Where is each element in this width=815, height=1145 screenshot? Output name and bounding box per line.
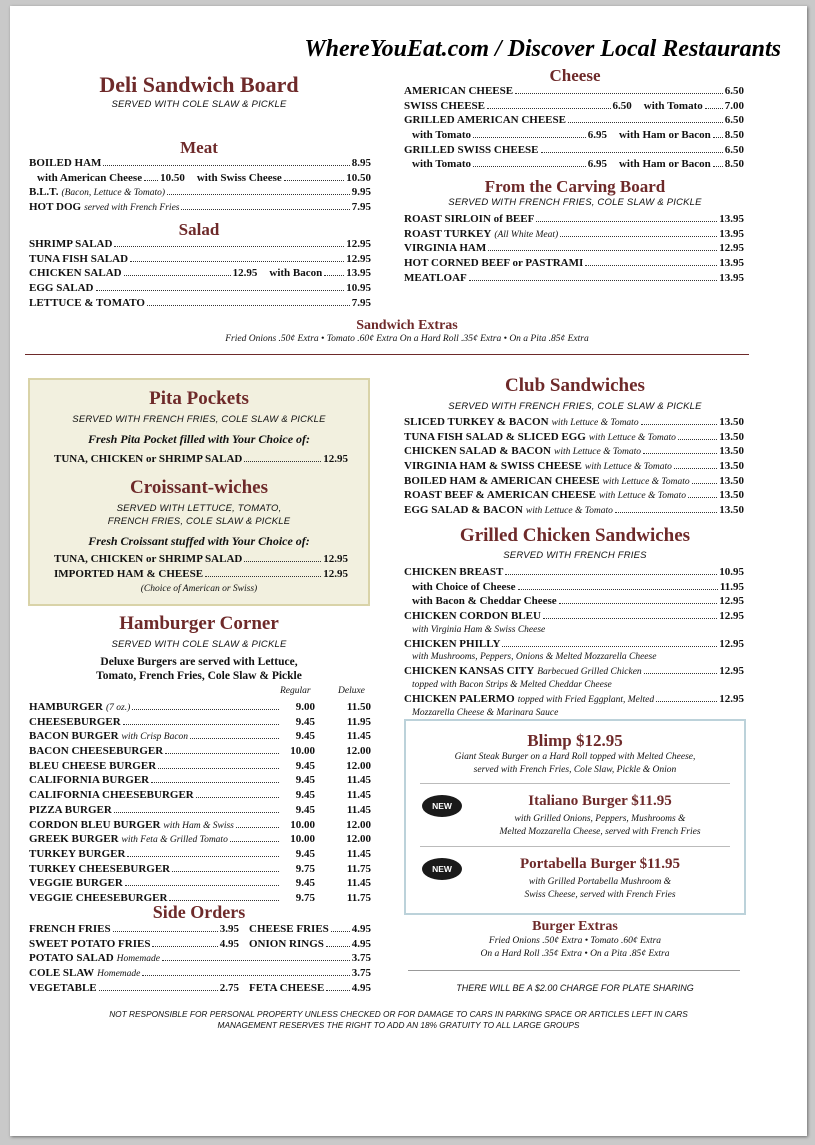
section-divider (25, 354, 749, 355)
list-item: VIRGINIA HAM 12.95 (404, 242, 744, 255)
croissant-subtitle-1: SERVED WITH LETTUCE, TOMATO, (116, 503, 282, 514)
sides-title: Side Orders (152, 902, 246, 922)
list-item: TURKEY BURGER 9.45 11.45 (29, 847, 371, 860)
pita-croissant-box (28, 378, 370, 606)
croissant-title: Croissant-wiches (130, 477, 268, 498)
list-item: with Choice of Cheese 11.95 (412, 580, 744, 593)
pita-subtitle: SERVED WITH FRENCH FRIES, COLE SLAW & PICKLE (72, 414, 326, 425)
list-item: COLE SLAW Homemade 3.75 (29, 967, 371, 980)
italiano-line-1: with Grilled Onions, Peppers, Mushrooms & (514, 814, 686, 824)
croissant-intro: Fresh Croissant stuffed with Your Choice of: (88, 534, 310, 548)
sandwich-extras-text: Fried Onions .50¢ Extra • Tomato .60¢ Extra On a Hard Roll .35¢ Extra • On a Pita .85¢ Extra (225, 334, 589, 344)
item-note: topped with Bacon Strips & Melted Cheddar Cheese (412, 680, 612, 691)
list-item: LETTUCE & TOMATO 7.95 (29, 296, 371, 309)
club-subtitle: SERVED WITH FRENCH FRIES, COLE SLAW & PICKLE (448, 401, 702, 412)
deli-subtitle: SERVED WITH COLE SLAW & PICKLE (111, 99, 287, 110)
pita-intro: Fresh Pita Pocket filled with Your Choice of: (87, 432, 311, 446)
list-item: with American Cheese 10.50 with Swiss Cheese 10.50 (37, 171, 371, 184)
pita-title: Pita Pockets (149, 388, 249, 409)
list-item: MEATLOAF 13.95 (404, 271, 744, 284)
hamburger-subtitle: SERVED WITH COLE SLAW & PICKLE (111, 639, 287, 650)
list-item: CALIFORNIA CHEESEBURGER 9.45 11.45 (29, 789, 371, 802)
specials-divider (420, 783, 730, 784)
list-item: EGG SALAD & BACON with Lettuce & Tomato 13.50 (404, 504, 744, 517)
list-item: with Bacon & Cheddar Cheese 12.95 (412, 595, 744, 608)
portabella-line-2: Swiss Cheese, served with French Fries (524, 890, 676, 900)
list-item: TUNA FISH SALAD & SLICED EGG with Lettuce & Tomato 13.50 (404, 430, 744, 443)
plate-sharing-note: THERE WILL BE A $2.00 CHARGE FOR PLATE SHARING (456, 983, 694, 993)
blimp-line-2: served with French Fries, Cole Slaw, Pickle & Onion (473, 765, 677, 775)
new-badge: NEW (422, 795, 462, 817)
hamburger-intro-1: Deluxe Burgers are served with Lettuce, (100, 656, 298, 668)
list-item: TUNA, CHICKEN or SHRIMP SALAD 12.95 (54, 453, 348, 465)
list-item: TUNA FISH SALAD 12.95 (29, 252, 371, 265)
burger-extras-title: Burger Extras (532, 919, 618, 934)
club-title: Club Sandwiches (505, 375, 645, 396)
meat-title: Meat (180, 138, 218, 157)
new-badge: NEW (422, 858, 462, 880)
list-item: CORDON BLEU BURGER with Ham & Swiss 10.00 12.00 (29, 818, 371, 831)
croissant-subtitle-2: FRENCH FRIES, COLE SLAW & PICKLE (107, 516, 291, 527)
italiano-title: Italiano Burger $11.95 (528, 793, 672, 809)
list-item: CHICKEN SALAD & BACON with Lettuce & Tomato 13.50 (404, 445, 744, 458)
croissant-list (54, 553, 348, 582)
list-item: SWEET POTATO FRIES 4.95 ONION RINGS 4.95 (29, 937, 371, 950)
specials-box (404, 719, 746, 915)
specials-divider (420, 846, 730, 847)
menu-page (10, 6, 807, 1136)
club-list (404, 416, 744, 519)
plate-divider (408, 970, 740, 971)
burger-extras-line-2: On a Hard Roll .35¢ Extra • On a Pita .85¢ Extra (480, 949, 670, 959)
list-item: VEGGIE BURGER 9.45 11.45 (29, 877, 371, 890)
list-item: CHICKEN SALAD 12.95 with Bacon 13.95 (29, 267, 371, 280)
portabella-line-1: with Grilled Portabella Mushroom & (528, 877, 672, 887)
list-item: SLICED TURKEY & BACON with Lettuce & Tomato 13.50 (404, 416, 744, 428)
footer-line-1: NOT RESPONSIBLE FOR PERSONAL PROPERTY UNLESS CHECKED OR FOR DAMAGE TO CARS IN PARKING SPACE OR ARTICLES LEFT IN CARS (109, 1009, 688, 1019)
list-item: BACON CHEESEBURGER 10.00 12.00 (29, 745, 371, 758)
portabella-title: Portabella Burger $11.95 (519, 856, 681, 872)
list-item: BLEU CHEESE BURGER 9.45 12.00 (29, 759, 371, 772)
list-item: FRENCH FRIES 3.95 CHEESE FRIES 4.95 (29, 923, 371, 935)
list-item: SWISS CHEESE 6.50 with Tomato 7.00 (404, 99, 744, 112)
list-item: CHICKEN CORDON BLEU 12.95 (404, 610, 744, 623)
list-item: POTATO SALAD Homemade 3.75 (29, 952, 371, 965)
cheese-list (404, 85, 744, 173)
list-item: SHRIMP SALAD 12.95 (29, 238, 371, 250)
list-item: GRILLED AMERICAN CHEESE 6.50 (404, 114, 744, 127)
carving-subtitle: SERVED WITH FRENCH FRIES, COLE SLAW & PICKLE (448, 197, 702, 208)
grilled-list (404, 566, 744, 721)
list-item: GREEK BURGER with Feta & Grilled Tomato 10.00 12.00 (29, 833, 371, 846)
list-item: CHICKEN BREAST 10.95 (404, 566, 744, 578)
list-item: ROAST SIRLOIN of BEEF 13.95 (404, 213, 744, 225)
list-item: CHICKEN KANSAS CITY Barbecued Grilled Chicken 12.95 (404, 665, 744, 678)
footer-line-2: MANAGEMENT RESERVES THE RIGHT TO ADD AN 18% GRATUITY TO ALL LARGE GROUPS (217, 1020, 580, 1030)
list-item: CHEESEBURGER 9.45 11.95 (29, 715, 371, 728)
list-item: CALIFORNIA BURGER 9.45 11.45 (29, 774, 371, 787)
list-item: TUNA, CHICKEN or SHRIMP SALAD 12.95 (54, 553, 348, 565)
list-item: ROAST BEEF & AMERICAN CHEESE with Lettuce & Tomato 13.50 (404, 489, 744, 502)
item-note: with Virginia Ham & Swiss Cheese (412, 624, 546, 635)
hamburger-intro-2: Tomato, French Fries, Cole Slaw & Pickle (96, 670, 302, 682)
col-regular: Regular (280, 686, 311, 696)
blimp-title: Blimp $12.95 (527, 731, 623, 750)
list-item: HOT DOG served with French Fries 7.95 (29, 201, 371, 214)
croissant-note: (Choice of American or Swiss) (140, 584, 258, 594)
burger-list (29, 701, 371, 907)
list-item: AMERICAN CHEESE 6.50 (404, 85, 744, 97)
list-item: CHICKEN PALERMO topped with Fried Eggplant, Melted 12.95 (404, 693, 744, 706)
list-item: with Tomato 6.95 with Ham or Bacon 8.50 (412, 129, 744, 142)
list-item: VEGGIE CHEESEBURGER 9.75 11.75 (29, 891, 371, 904)
cheese-title: Cheese (549, 66, 601, 85)
salad-title: Salad (178, 220, 220, 239)
list-item: ROAST TURKEY (All White Meat) 13.95 (404, 227, 744, 240)
sides-list (29, 923, 371, 996)
list-item: GRILLED SWISS CHEESE 6.50 (404, 143, 744, 156)
list-item: VIRGINIA HAM & SWISS CHEESE with Lettuce & Tomato 13.50 (404, 460, 744, 473)
italiano-line-2: Melted Mozzarella Cheese, served with French Fries (499, 827, 701, 837)
list-item: BOILED HAM & AMERICAN CHEESE with Lettuce & Tomato 13.50 (404, 474, 744, 487)
list-item: with Tomato 6.95 with Ham or Bacon 8.50 (412, 158, 744, 171)
carving-list (404, 213, 744, 286)
hamburger-title: Hamburger Corner (119, 613, 279, 634)
site-watermark: WhereYouEat.com / Discover Local Restaurants (304, 36, 781, 62)
deli-title: Deli Sandwich Board (99, 72, 299, 97)
list-item: HOT CORNED BEEF or PASTRAMI 13.95 (404, 257, 744, 270)
sandwich-extras-title: Sandwich Extras (356, 318, 458, 333)
grilled-title: Grilled Chicken Sandwiches (459, 525, 691, 546)
list-item: PIZZA BURGER 9.45 11.45 (29, 803, 371, 816)
list-item: HAMBURGER (7 oz.) 9.00 11.50 (29, 701, 371, 713)
pita-list (54, 453, 348, 468)
list-item: TURKEY CHEESEBURGER 9.75 11.75 (29, 862, 371, 875)
blimp-line-1: Giant Steak Burger on a Hard Roll topped with Melted Cheese, (454, 752, 696, 762)
list-item: IMPORTED HAM & CHEESE 12.95 (54, 567, 348, 580)
col-deluxe: Deluxe (338, 686, 365, 696)
burger-extras-line-1: Fried Onions .50¢ Extra • Tomato .60¢ Extra (488, 936, 662, 946)
list-item: BACON BURGER with Crisp Bacon 9.45 11.45 (29, 730, 371, 743)
item-note: with Mushrooms, Peppers, Onions & Melted Mozzarella Cheese (412, 652, 657, 663)
grilled-subtitle: SERVED WITH FRENCH FRIES (503, 550, 647, 561)
meat-list (29, 157, 371, 216)
list-item: CHICKEN PHILLY 12.95 (404, 637, 744, 650)
list-item: EGG SALAD 10.95 (29, 282, 371, 295)
list-item: BOILED HAM 8.95 (29, 157, 371, 169)
carving-title: From the Carving Board (484, 177, 666, 196)
list-item: VEGETABLE 2.75 FETA CHEESE 4.95 (29, 981, 371, 994)
list-item: B.L.T. (Bacon, Lettuce & Tomato) 9.95 (29, 186, 371, 199)
item-note: Mozzarella Cheese & Marinara Sauce (412, 707, 559, 718)
salad-list (29, 238, 371, 311)
